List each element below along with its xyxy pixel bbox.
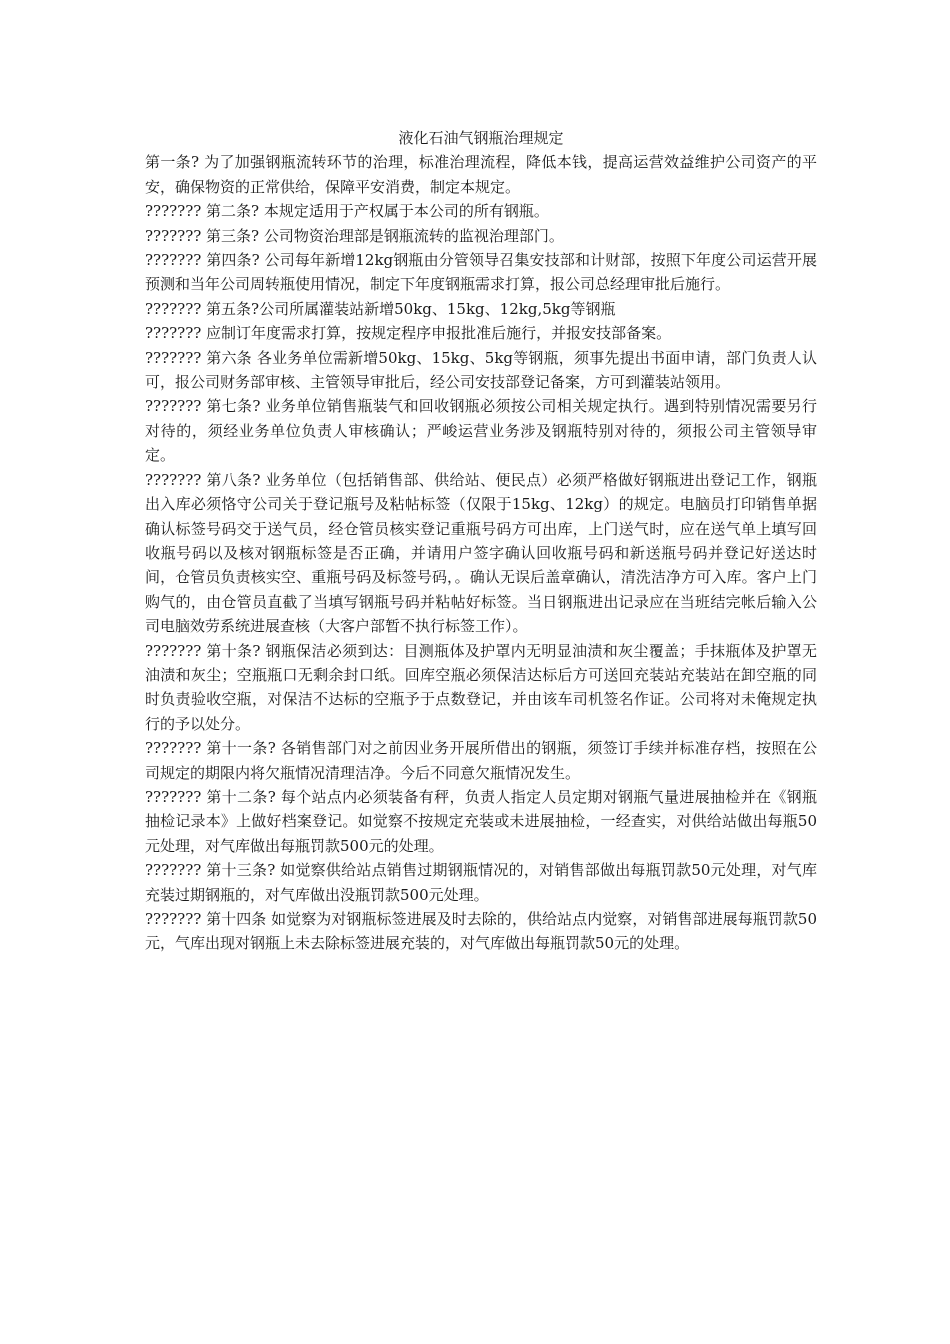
paragraph-article-8: ??????? 第八条? 业务单位（包括销售部、供给站、便民点）必须严格做好钢瓶进出登记工作，钢瓶出入库必须恪守公司关于登记瓶号及粘帖标签（仅限于15kg、12kg）的规定。电脑员打印销售单据确认标签号码交于送气员，经仓管员核实登记重瓶号码方可出库，上门送气时，应在送气单上填写回收瓶号码以及核对钢瓶标签是否正确，并请用户签字确认回收瓶号码和新送瓶号码并登记好送达时间，仓管员负责核实空、重瓶号码及标签号码，。确认无误后盖章确认，清洗洁净方可入库。客户上门购气的，由仓管员直截了当填写钢瓶号码并粘帖好标签。当日钢瓶进出记录应在当班结完帐后输入公司电脑效劳系统进展查核（大客户部暂不执行标签工作）。	[145, 470, 817, 636]
paragraph-article-13: ??????? 第十三条? 如觉察供给站点销售过期钢瓶情况的，对销售部做出每瓶罚款50元处理，对气库充装过期钢瓶的，对气库做出没瓶罚款500元处理。	[145, 861, 817, 904]
paragraph-article-7: ??????? 第七条? 业务单位销售瓶装气和回收钢瓶必须按公司相关规定执行。遇到特别情况需要另行对待的，须经业务单位负责人审核确认；严峻运营业务涉及钢瓶特别对待的，须报公司主管领导审定。	[145, 397, 817, 465]
paragraph-article-3: ??????? 第三条? 公司物资治理部是钢瓶流转的监视治理部门。	[145, 226, 564, 245]
paragraph-article-2: ??????? 第二条? 本规定适用于产权属于本公司的所有钢瓶。	[145, 202, 549, 221]
document-title: 液化石油气钢瓶治理规定	[398, 129, 564, 147]
paragraph-article-5-continued: ??????? 应制订年度需求打算，按规定程序申报批准后施行，并报安技部备案。	[145, 324, 672, 343]
paragraph-article-4: ??????? 第四条? 公司每年新增12kg钢瓶由分管领导召集安技部和计财部，按照下年度公司运营开展预测和当年公司周转瓶使用情况，制定下年度钢瓶需求打算，报公司总经理审批后施行。	[145, 251, 817, 294]
paragraph-article-12: ??????? 第十二条? 每个站点内必须装备有秤，负责人指定人员定期对钢瓶气量进展抽检并在《钢瓶抽检记录本》上做好档案登记。如觉察不按规定充装或未进展抽检，一经查实，对供给站做出每瓶50元处理，对气库做出每瓶罚款500元的处理。	[145, 787, 817, 855]
document-page	[145, 126, 817, 956]
paragraph-article-6: ??????? 第六条 各业务单位需新增50kg、15kg、5kg等钢瓶，须事先提出书面申请，部门负责人认可，报公司财务部审核、主管领导审批后，经公司安技部登记备案，方可到灌装站领用。	[145, 348, 817, 392]
paragraph-article-5: ??????? 第五条?公司所属灌装站新增50kg、15kg、12kg,5kg等钢瓶	[145, 299, 616, 318]
paragraph-article-10: ??????? 第十条? 钢瓶保洁必须到达：目测瓶体及护罩内无明显油渍和灰尘覆盖；手抹瓶体及护罩无油渍和灰尘；空瓶瓶口无剩余封口纸。回库空瓶必须保洁达标后方可送回充装站充装站在卸空瓶的同时负责验收空瓶，对保洁不达标的空瓶予于点数登记，并由该车司机签名作证。公司将对未俺规定执行的予以处分。	[145, 641, 817, 733]
paragraph-article-11: ??????? 第十一条? 各销售部门对之前因业务开展所借出的钢瓶，须签订手续并标准存档，按照在公司规定的期限内将欠瓶情况清理洁净。今后不同意欠瓶情况发生。	[145, 739, 817, 782]
paragraph-article-14: ??????? 第十四条 如觉察为对钢瓶标签进展及时去除的，供给站点内觉察，对销售部进展每瓶罚款50元，气库出现对钢瓶上未去除标签进展充装的，对气库做出每瓶罚款50元的处理。	[145, 910, 817, 953]
paragraph-article-1: 第一条? 为了加强钢瓶流转环节的治理，标准治理流程，降低本钱，提高运营效益维护公司资产的平安，确保物资的正常供给，保障平安消费，制定本规定。	[145, 153, 817, 196]
